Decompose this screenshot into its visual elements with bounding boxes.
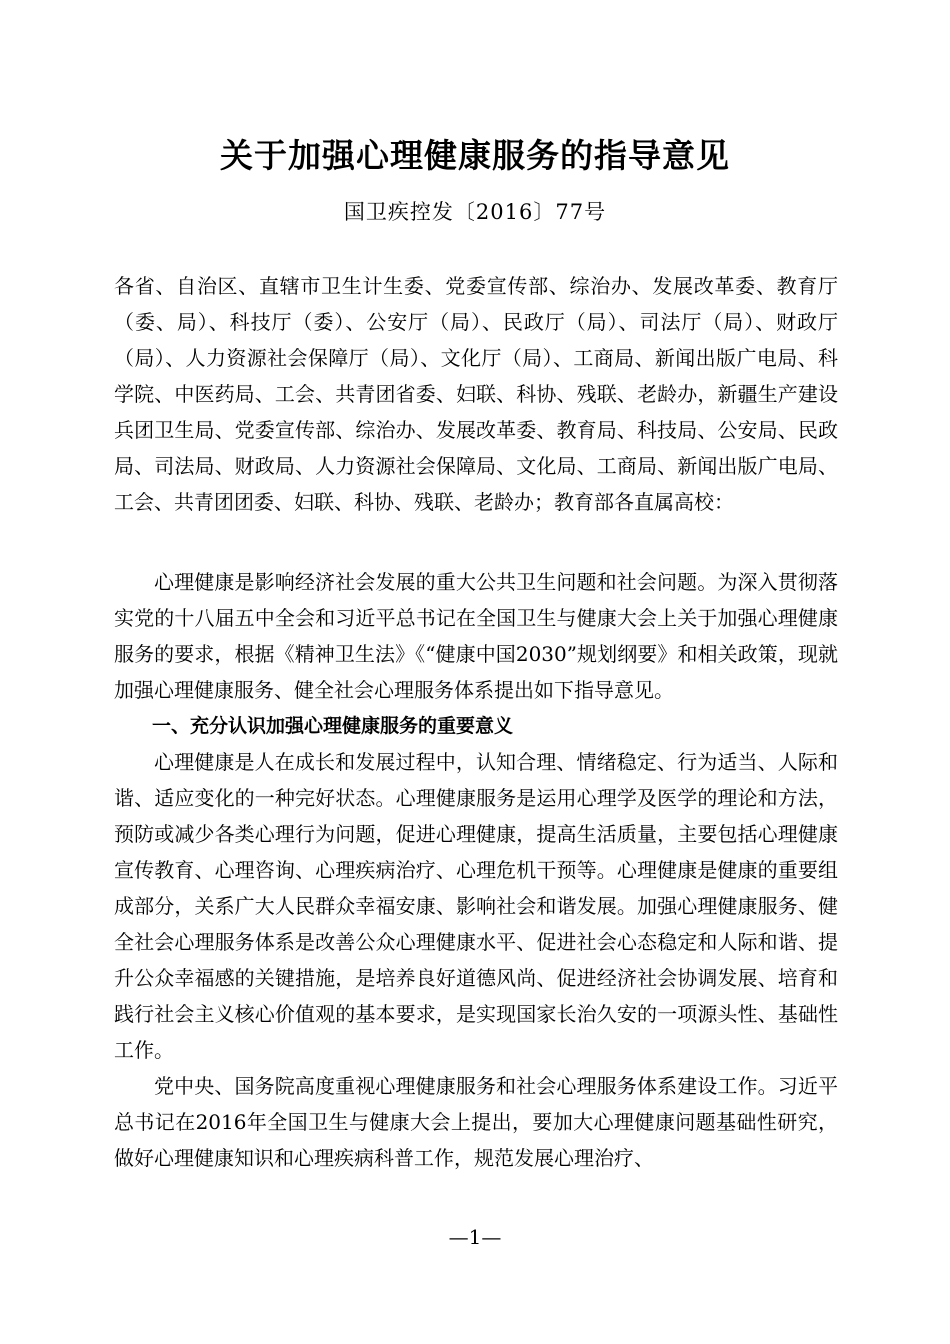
document-body [114, 564, 838, 1176]
section-1-paragraph-1: 心理健康是人在成长和发展过程中，认知合理、情绪稳定、行为适当、人际和谐、适应变化的一种完好状态。心理健康服务是运用心理学及医学的理论和方法，预防或减少各类心理行为问题，促进心理健康，提高生活质量，主要包括心理健康宣传教育、心理咨询、心理疾病治疗、心理危机干预等。心理健康是健康的重要组成部分，关系广大人民群众幸福安康、影响社会和谐发展。加强心理健康服务、健全社会心理服务体系是改善公众心理健康水平、促进社会心态稳定和人际和谐、提升公众幸福感的关键措施，是培养良好道德风尚、促进经济社会协调发展、培育和践行社会主义核心价值观的基本要求，是实现国家长治久安的一项源头性、基础性工作。 [114, 750, 838, 1062]
addressee-text: 各省、自治区、直辖市卫生计生委、党委宣传部、综治办、发展改革委、教育厅（委、局）、科技厅（委）、公安厅（局）、民政厅（局）、司法厅（局）、财政厅（局）、人力资源社会保障厅（局）、文化厅（局）、工商局、新闻出版广电局、科学院、中医药局、工会、共青团省委、妇联、科协、残联、老龄办，新疆生产建设兵团卫生局、党委宣传部、综治办、发展改革委、教育局、科技局、公安局、民政局、司法局、财政局、人力资源社会保障局、文化局、工商局、新闻出版广电局、工会、共青团团委、妇联、科协、残联、老龄办；教育部各直属高校： [114, 274, 838, 514]
document-title: 关于加强心理健康服务的指导意见 [220, 136, 730, 175]
page-number: —1— [448, 1225, 502, 1249]
addressee-block [114, 268, 838, 520]
section-1-paragraph-2: 党中央、国务院高度重视心理健康服务和社会心理服务体系建设工作。习近平总书记在2016年全国卫生与健康大会上提出，要加大心理健康问题基础性研究，做好心理健康知识和心理疾病科普工作，规范发展心理治疗、 [114, 1074, 838, 1170]
section-heading-1: 一、充分认识加强心理健康服务的重要意义 [152, 715, 514, 737]
document-number: 国卫疾控发〔2016〕77号 [343, 200, 607, 224]
intro-paragraph: 心理健康是影响经济社会发展的重大公共卫生问题和社会问题。为深入贯彻落实党的十八届五中全会和习近平总书记在全国卫生与健康大会上关于加强心理健康服务的要求，根据《精神卫生法》《“健康中国2030”规划纲要》和相关政策，现就加强心理健康服务、健全社会心理服务体系提出如下指导意见。 [114, 570, 838, 702]
